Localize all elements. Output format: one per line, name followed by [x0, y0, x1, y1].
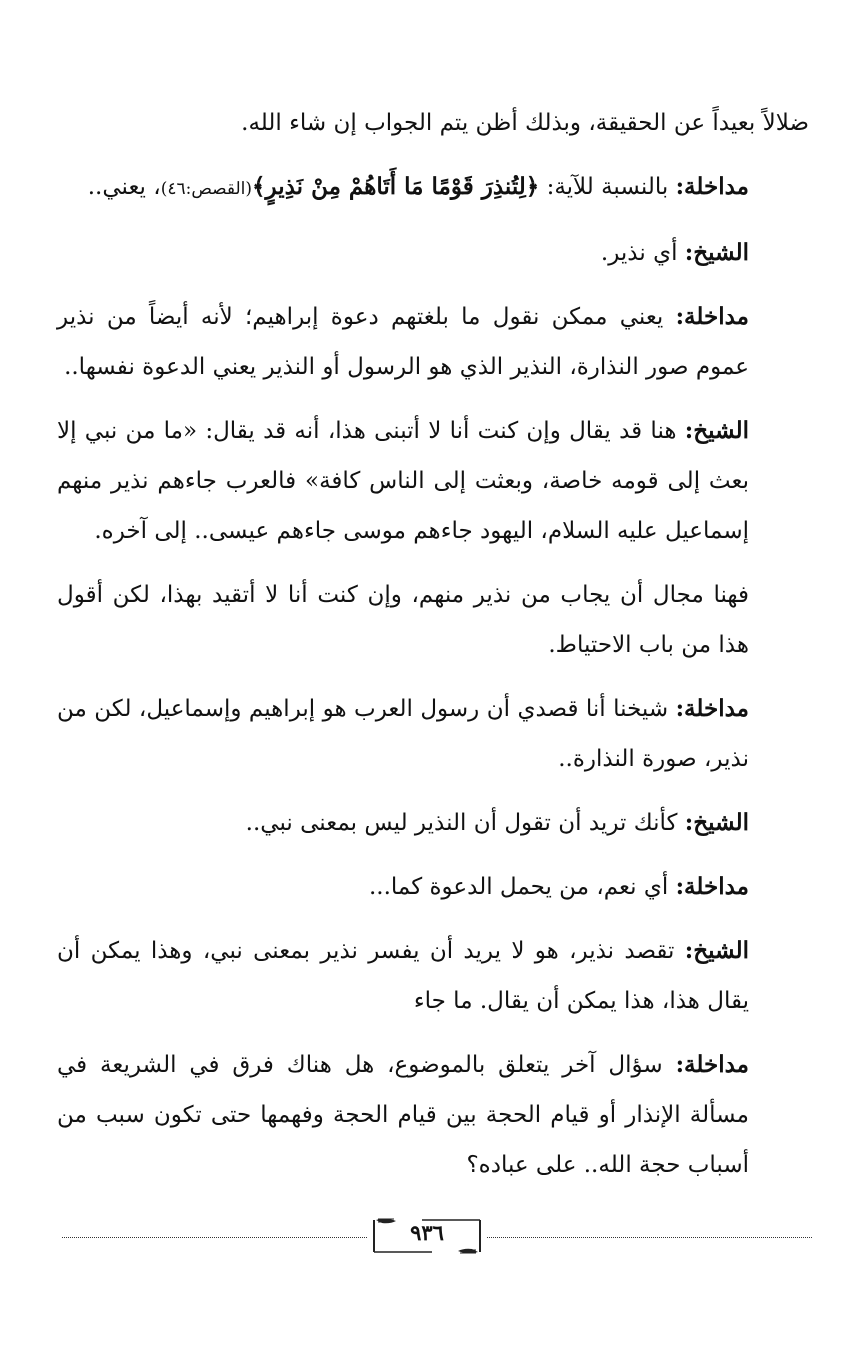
paragraph-11-text: سؤال آخر يتعلق بالموضوع، هل هناك فرق في الشريعة في مسألة الإنذار أو قيام الحجة بين قيام الحجة وفهمها حتى تكون سبب من أسباب حجة الله.. على عباده؟	[57, 1052, 749, 1178]
paragraph-3-text: أي نذير.	[600, 240, 685, 266]
verse-reference: (القصص:٤٦)	[160, 179, 253, 199]
paragraph-10	[57, 926, 809, 1026]
speaker-label: الشيخ:	[684, 417, 749, 444]
paragraph-10-text: تقصد نذير، هو لا يريد أن يفسر نذير بمعنى نبي، وهذا يمكن أن يقال هذا، هذا يمكن أن يقال. ما جاء	[57, 938, 749, 1014]
paragraph-8	[57, 798, 809, 848]
speaker-label: مداخلة:	[675, 173, 749, 200]
quran-verse: ﴿لِتُنذِرَ قَوْمًا مَا أَتَاهُمْ مِنْ نَذِيرٍ﴾	[252, 173, 540, 200]
paragraph-1	[57, 98, 809, 148]
paragraph-6	[57, 570, 809, 670]
paragraph-2-text: بالنسبة للآية:	[539, 174, 676, 200]
paragraph-4-text: يعني ممكن نقول ما بلغتهم دعوة إبراهيم؛ لأنه أيضاً من نذير عموم صور النذارة، النذير الذي هو الرسول أو النذير يعني الدعوة نفسها..	[57, 304, 749, 380]
page-number-frame	[372, 1216, 482, 1254]
paragraph-11	[57, 1040, 809, 1190]
paragraph-5	[57, 406, 809, 556]
paragraph-2	[57, 162, 809, 214]
paragraph-2-tail: ، يعني..	[87, 174, 161, 200]
paragraph-6-text: فهنا مجال أن يجاب من نذير منهم، وإن كنت أنا لا أتقيد بهذا، لكن أقول هذا من باب الاحتياط.	[57, 582, 749, 658]
page-number: ٩٣٦	[410, 1220, 444, 1245]
paragraph-9-text: أي نعم، من يحمل الدعوة كما...	[368, 874, 676, 900]
paragraph-7-text: شيخنا أنا قصدي أن رسول العرب هو إبراهيم وإسماعيل، لكن من نذير، صورة النذارة..	[57, 696, 749, 772]
paragraph-3	[57, 228, 809, 278]
paragraph-9	[57, 862, 809, 912]
paragraph-1-text: ضلالاً بعيداً عن الحقيقة، وبذلك أظن يتم الجواب إن شاء الله.	[241, 110, 809, 136]
paragraph-8-text: كأنك تريد أن تقول أن النذير ليس بمعنى نبي..	[245, 810, 685, 836]
speaker-label: مداخلة:	[675, 303, 749, 330]
speaker-label: الشيخ:	[684, 809, 749, 836]
speaker-label: الشيخ:	[684, 937, 749, 964]
paragraph-4	[57, 292, 809, 392]
speaker-label: مداخلة:	[675, 695, 749, 722]
speaker-label: مداخلة:	[675, 1051, 749, 1078]
page-footer	[62, 1214, 812, 1258]
speaker-label: مداخلة:	[675, 873, 749, 900]
paragraph-5-text: هنا قد يقال وإن كنت أنا لا أتبنى هذا، أنه قد يقال: «ما من نبي إلا بعث إلى قومه خاصة، وبعثت إلى الناس كافة» فالعرب جاءهم نذير منهم إسماعيل عليه السلام، اليهود جاءهم موسى جاءهم عيسى.. إلى آخره.	[57, 418, 749, 544]
paragraph-7	[57, 684, 809, 784]
speaker-label: الشيخ:	[684, 239, 749, 266]
footer-rule-left	[62, 1237, 367, 1238]
page-body	[57, 98, 809, 1204]
footer-rule-right	[487, 1237, 812, 1238]
